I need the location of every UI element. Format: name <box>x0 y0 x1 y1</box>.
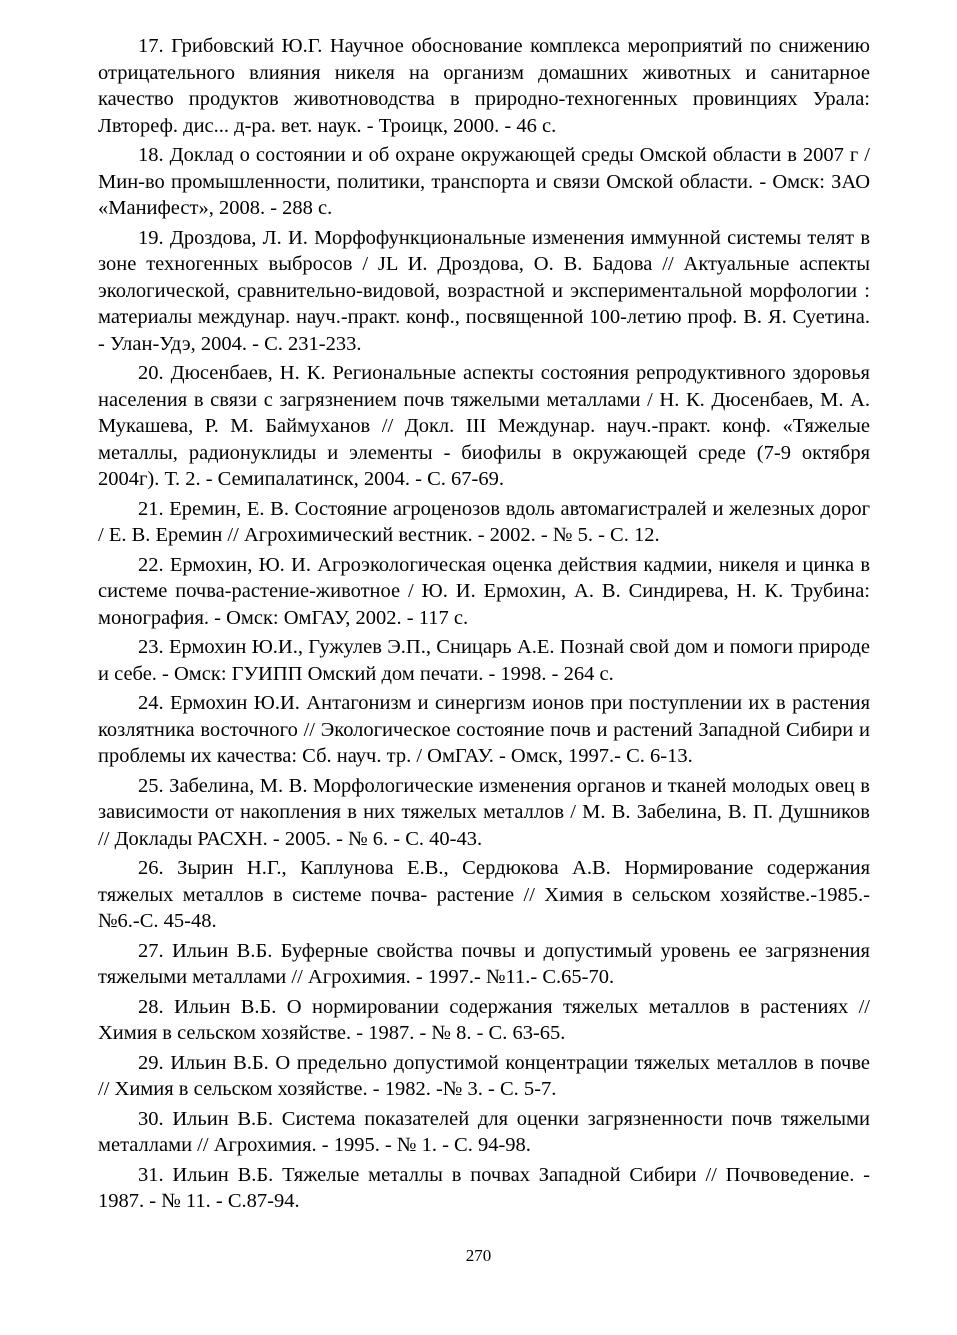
reference-item: 28. Ильин В.Б. О нормировании содержания тяжелых металлов в растениях // Химия в сельском хозяйстве. - 1987. - № 8. - С. 63-65. <box>98 995 870 1044</box>
reference-item: 27. Ильин В.Б. Буферные свойства почвы и допустимый уровень ее загрязнения тяжелыми металлами // Агрохимия. - 1997.- №11.- С.65-70. <box>98 939 870 988</box>
reference-item: 17. Грибовский Ю.Г. Научное обоснование комплекса мероприятий по снижению отрицательного влияния никеля на организм домашних животных и санитарное качество продуктов животноводства в природно-техногенных провинциях Урала: Лвтореф. дис... д-ра. вет. наук. - Троицк, 2000. - 46 с. <box>98 35 870 137</box>
reference-item: 23. Ермохин Ю.И., Гужулев Э.П., Сницарь А.Е. Познай свой дом и помоги природе и себе. - Омск: ГУИПП Омский дом печати. - 1998. - 264 с. <box>98 636 870 685</box>
reference-item: 24. Ермохин Ю.И. Антагонизм и синергизм ионов при поступлении их в растения козлятника восточного // Экологическое состояние почв и растений Западной Сибири и проблемы их качества: Сб. науч. тр. / ОмГАУ. - Омск, 1997.- С. 6-13. <box>98 692 870 767</box>
reference-list <box>98 33 870 1218</box>
reference-item: 18. Доклад о состоянии и об охране окружающей среды Омской области в 2007 г / Мин-во промышленности, политики, транспорта и связи Омской области. - Омск: ЗАО «Манифест», 2008. - 288 с. <box>98 144 870 219</box>
reference-item: 26. Зырин Н.Г., Каплунова Е.В., Сердюкова А.В. Нормирование содержания тяжелых металлов в системе почва- растение // Химия в сельском хозяйстве.-1985.- №6.-С. 45-48. <box>98 857 870 932</box>
reference-item: 19. Дроздова, Л. И. Морфофункциональные изменения иммунной системы телят в зоне техногенных выбросов / JL И. Дроздова, О. В. Бадова // Актуальные аспекты экологической, сравнительно-видовой, возрастной и экспериментальной морфологии : материалы междунар. науч.-практ. конф., посвященной 100-летию проф. В. Я. Суетина. - Улан-Удэ, 2004. - С. 231-233. <box>98 226 870 355</box>
reference-item: 22. Ермохин, Ю. И. Агроэкологическая оценка действия кадмии, никеля и цинка в системе почва-растение-животное / Ю. И. Ермохин, А. В. Синдирева, Н. К. Трубина: монография. - Омск: ОмГАУ, 2002. - 117 с. <box>98 553 870 629</box>
reference-item: 30. Ильин В.Б. Система показателей для оценки загрязненности почв тяжелыми металлами // Агрохимия. - 1995. - № 1. - С. 94-98. <box>98 1107 870 1156</box>
page-number: 270 <box>465 1246 492 1265</box>
reference-item: 20. Дюсенбаев, Н. К. Региональные аспекты состояния репродуктивного здоровья населения в связи с загрязнением почв тяжелыми металлами / Н. К. Дюсенбаев, М. А. Мукашева, Р. М. Баймуханов // Докл. III Междунар. науч.-практ. конф. «Тяжелые металлы, радионуклиды и элементы - биофилы в окружающей среде (7-9 октября 2004г). Т. 2. - Семипалатинск, 2004. - С. 67-69. <box>98 362 870 490</box>
reference-item: 31. Ильин В.Б. Тяжелые металлы в почвах Западной Сибири // Почвоведение. - 1987. - № 11. - С.87-94. <box>98 1163 870 1212</box>
reference-item: 29. Ильин В.Б. О предельно допустимой концентрации тяжелых металлов в почве // Химия в сельском хозяйстве. - 1982. -№ 3. - С. 5-7. <box>98 1051 870 1100</box>
reference-item: 25. Забелина, М. В. Морфологические изменения органов и тканей молодых овец в зависимости от накопления в них тяжелых металлов / М. В. Забелина, В. П. Душников // Доклады РАСХН. - 2005. - № 6. - С. 40-43. <box>98 774 870 850</box>
reference-item: 21. Еремин, Е. В. Состояние агроценозов вдоль автомагистралей и железных дорог / Е. В. Еремин // Агрохимический вестник. - 2002. - № 5. - С. 12. <box>98 497 870 546</box>
